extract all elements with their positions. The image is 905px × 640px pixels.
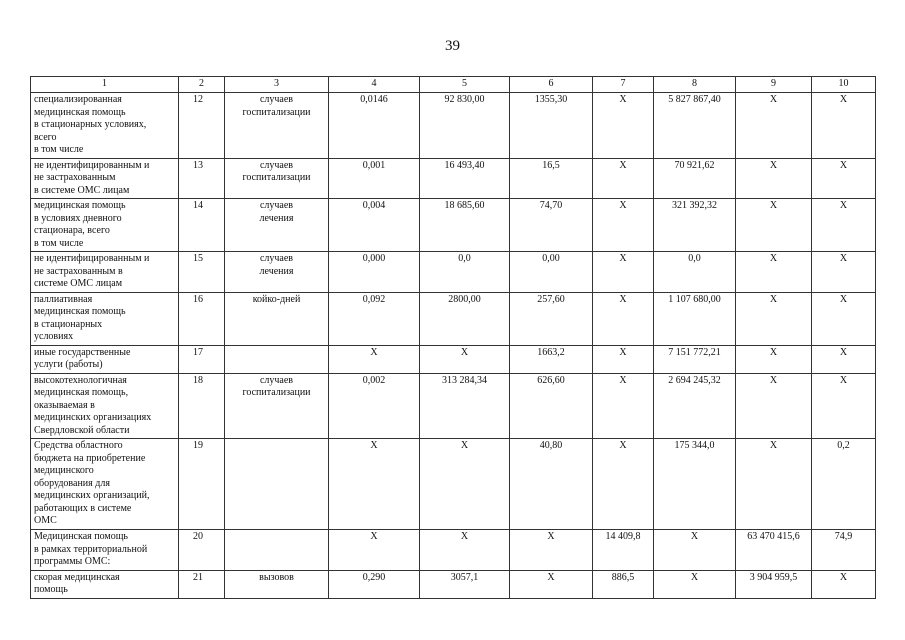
col-8-cell: 70 921,62 [654, 158, 736, 199]
col-10-cell: X [812, 93, 876, 159]
table-row [31, 530, 876, 571]
table-body [31, 77, 876, 599]
col-10-cell: 0,2 [812, 439, 876, 530]
column-header-4: 4 [329, 77, 420, 93]
col-9-cell: X [736, 292, 812, 345]
table-row [31, 158, 876, 199]
table-row [31, 93, 876, 159]
report-table [30, 76, 876, 599]
page-number: 39 [445, 38, 460, 54]
col-8-cell: 1 107 680,00 [654, 292, 736, 345]
col-10-cell: X [812, 158, 876, 199]
row-number-cell: 14 [179, 199, 225, 252]
row-number-cell: 20 [179, 530, 225, 571]
col-7-cell: 886,5 [593, 570, 654, 598]
col-9-cell: 63 470 415,6 [736, 530, 812, 571]
col-6-cell: 74,70 [510, 199, 593, 252]
col-9-cell: X [736, 345, 812, 373]
table-row [31, 373, 876, 439]
col-4-cell: X [329, 439, 420, 530]
col-4-cell: 0,092 [329, 292, 420, 345]
col-7-cell: X [593, 158, 654, 199]
table-row [31, 252, 876, 293]
col-9-cell: X [736, 252, 812, 293]
column-header-3: 3 [225, 77, 329, 93]
col-8-cell: 321 392,32 [654, 199, 736, 252]
column-header-2: 2 [179, 77, 225, 93]
col-5-cell: X [420, 345, 510, 373]
col-5-cell: 18 685,60 [420, 199, 510, 252]
col-6-cell: 626,60 [510, 373, 593, 439]
col-8-cell: 5 827 867,40 [654, 93, 736, 159]
row-number-cell: 21 [179, 570, 225, 598]
row-name-cell: специализированная медицинская помощь в стационарных условиях, всего в том числе [31, 93, 179, 159]
col-9-cell: X [736, 373, 812, 439]
col-4-cell: 0,000 [329, 252, 420, 293]
unit-cell [225, 345, 329, 373]
col-8-cell: X [654, 570, 736, 598]
col-5-cell: 2800,00 [420, 292, 510, 345]
col-4-cell: X [329, 530, 420, 571]
unit-cell: случаев лечения [225, 252, 329, 293]
col-9-cell: X [736, 93, 812, 159]
col-7-cell: X [593, 292, 654, 345]
col-9-cell: X [736, 199, 812, 252]
col-4-cell: 0,001 [329, 158, 420, 199]
col-5-cell: 16 493,40 [420, 158, 510, 199]
table-row [31, 439, 876, 530]
unit-cell: случаев госпитализации [225, 373, 329, 439]
row-name-cell: не идентифицированным и не застрахованным в системе ОМС лицам [31, 252, 179, 293]
col-9-cell: X [736, 158, 812, 199]
column-header-6: 6 [510, 77, 593, 93]
row-name-cell: паллиативная медицинская помощь в стационарных условиях [31, 292, 179, 345]
row-number-cell: 18 [179, 373, 225, 439]
col-7-cell: X [593, 345, 654, 373]
col-5-cell: 92 830,00 [420, 93, 510, 159]
col-6-cell: 1355,30 [510, 93, 593, 159]
row-number-cell: 13 [179, 158, 225, 199]
table-row [31, 345, 876, 373]
col-8-cell: X [654, 530, 736, 571]
col-8-cell: 0,0 [654, 252, 736, 293]
col-10-cell: 74,9 [812, 530, 876, 571]
header-row [31, 77, 876, 93]
row-name-cell: Медицинская помощь в рамках территориальной программы ОМС: [31, 530, 179, 571]
column-header-5: 5 [420, 77, 510, 93]
col-9-cell: 3 904 959,5 [736, 570, 812, 598]
col-7-cell: X [593, 373, 654, 439]
unit-cell: койко-дней [225, 292, 329, 345]
row-name-cell: Средства областного бюджета на приобретение медицинского оборудования для медицинских организаций, работающих в системе ОМС [31, 439, 179, 530]
row-name-cell: не идентифицированным и не застрахованным в системе ОМС лицам [31, 158, 179, 199]
column-header-7: 7 [593, 77, 654, 93]
col-5-cell: X [420, 530, 510, 571]
column-header-8: 8 [654, 77, 736, 93]
row-name-cell: медицинская помощь в условиях дневного стационара, всего в том числе [31, 199, 179, 252]
col-6-cell: X [510, 530, 593, 571]
unit-cell [225, 439, 329, 530]
row-number-cell: 12 [179, 93, 225, 159]
col-4-cell: 0,004 [329, 199, 420, 252]
row-number-cell: 19 [179, 439, 225, 530]
col-7-cell: X [593, 252, 654, 293]
table-row [31, 570, 876, 598]
col-10-cell: X [812, 373, 876, 439]
col-7-cell: X [593, 199, 654, 252]
row-name-cell: иные государственные услуги (работы) [31, 345, 179, 373]
table-row [31, 292, 876, 345]
col-6-cell: 16,5 [510, 158, 593, 199]
col-7-cell: X [593, 439, 654, 530]
col-4-cell: 0,002 [329, 373, 420, 439]
col-5-cell: 3057,1 [420, 570, 510, 598]
col-6-cell: 257,60 [510, 292, 593, 345]
col-10-cell: X [812, 199, 876, 252]
col-10-cell: X [812, 570, 876, 598]
column-header-10: 10 [812, 77, 876, 93]
col-6-cell: 1663,2 [510, 345, 593, 373]
col-6-cell: X [510, 570, 593, 598]
row-number-cell: 15 [179, 252, 225, 293]
col-10-cell: X [812, 292, 876, 345]
row-number-cell: 17 [179, 345, 225, 373]
col-4-cell: 0,290 [329, 570, 420, 598]
unit-cell: случаев лечения [225, 199, 329, 252]
unit-cell: случаев госпитализации [225, 158, 329, 199]
col-5-cell: 313 284,34 [420, 373, 510, 439]
col-8-cell: 7 151 772,21 [654, 345, 736, 373]
col-7-cell: X [593, 93, 654, 159]
col-5-cell: X [420, 439, 510, 530]
row-name-cell: высокотехнологичная медицинская помощь, оказываемая в медицинских организациях Свердловской области [31, 373, 179, 439]
col-8-cell: 2 694 245,32 [654, 373, 736, 439]
table-row [31, 199, 876, 252]
column-header-1: 1 [31, 77, 179, 93]
col-4-cell: 0,0146 [329, 93, 420, 159]
col-4-cell: X [329, 345, 420, 373]
column-header-9: 9 [736, 77, 812, 93]
col-5-cell: 0,0 [420, 252, 510, 293]
row-number-cell: 16 [179, 292, 225, 345]
col-6-cell: 40,80 [510, 439, 593, 530]
unit-cell: вызовов [225, 570, 329, 598]
col-10-cell: X [812, 252, 876, 293]
col-9-cell: X [736, 439, 812, 530]
col-6-cell: 0,00 [510, 252, 593, 293]
col-10-cell: X [812, 345, 876, 373]
unit-cell: случаев госпитализации [225, 93, 329, 159]
col-7-cell: 14 409,8 [593, 530, 654, 571]
row-name-cell: скорая медицинская помощь [31, 570, 179, 598]
col-8-cell: 175 344,0 [654, 439, 736, 530]
unit-cell [225, 530, 329, 571]
